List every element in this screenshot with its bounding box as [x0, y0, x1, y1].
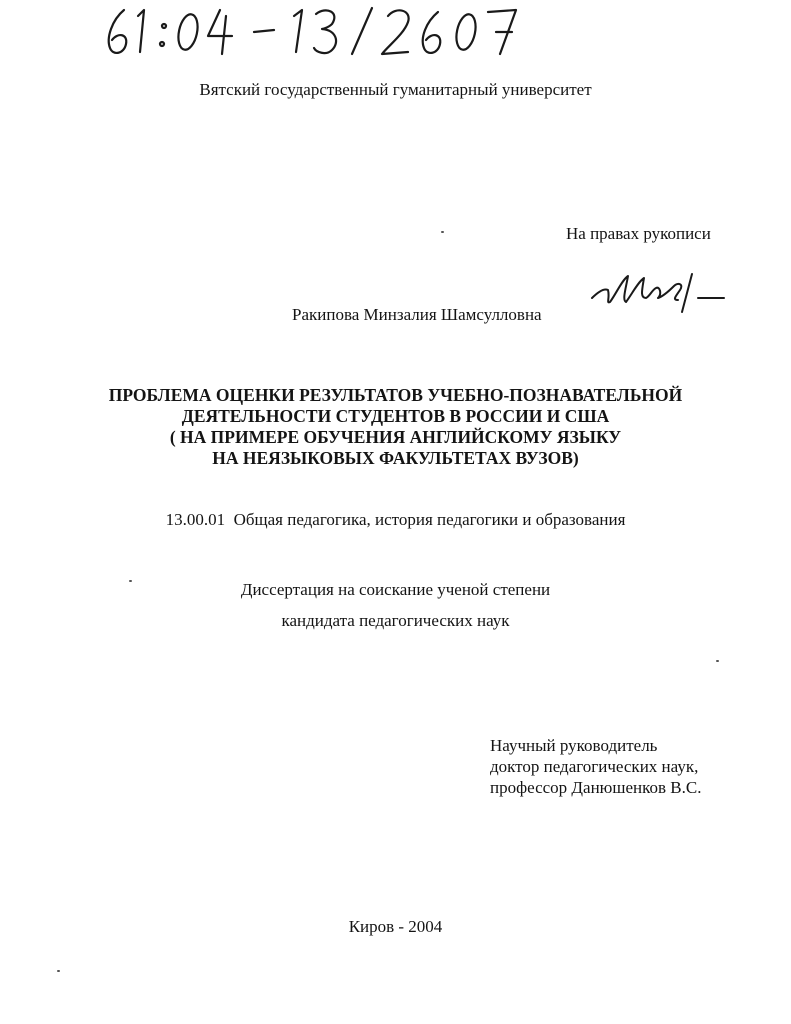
title-line: ДЕЯТЕЛЬНОСТИ СТУДЕНТОВ В РОССИИ И США [181, 406, 610, 426]
title-line: НА НЕЯЗЫКОВЫХ ФАКУЛЬТЕТАХ ВУЗОВ) [212, 448, 579, 468]
scientific-advisor [490, 735, 701, 798]
city-year: Киров - 2004 [348, 917, 443, 936]
title-line: ( НА ПРИМЕРЕ ОБУЧЕНИЯ АНГЛИЙСКОМУ ЯЗЫКУ [169, 427, 622, 447]
dissertation-title [0, 385, 791, 469]
degree-name: кандидата педагогических наук [281, 611, 510, 630]
manuscript-rights-note: На правах рукописи [566, 224, 711, 243]
advisor-line: доктор педагогических наук, [490, 757, 699, 776]
handwritten-archive-number [104, 2, 524, 60]
title-line: ПРОБЛЕМА ОЦЕНКИ РЕЗУЛЬТАТОВ УЧЕБНО-ПОЗНАВАТЕЛЬНОЙ [108, 385, 683, 405]
author-signature [588, 268, 728, 318]
university-name: Вятский государственный гуманитарный университет [199, 80, 592, 99]
scan-speck [57, 970, 60, 972]
author-name: Ракипова Минзалия Шамсулловна [292, 305, 542, 324]
scan-speck [441, 231, 444, 233]
scan-speck [129, 580, 132, 582]
degree-statement: Диссертация на соискание ученой степени [240, 580, 551, 599]
advisor-line: Научный руководитель [490, 736, 658, 755]
scan-speck [716, 660, 719, 662]
advisor-line: профессор Данюшенков В.С. [490, 778, 702, 797]
specialty-code: 13.00.01 Общая педагогика, история педагогики и образования [165, 510, 626, 529]
